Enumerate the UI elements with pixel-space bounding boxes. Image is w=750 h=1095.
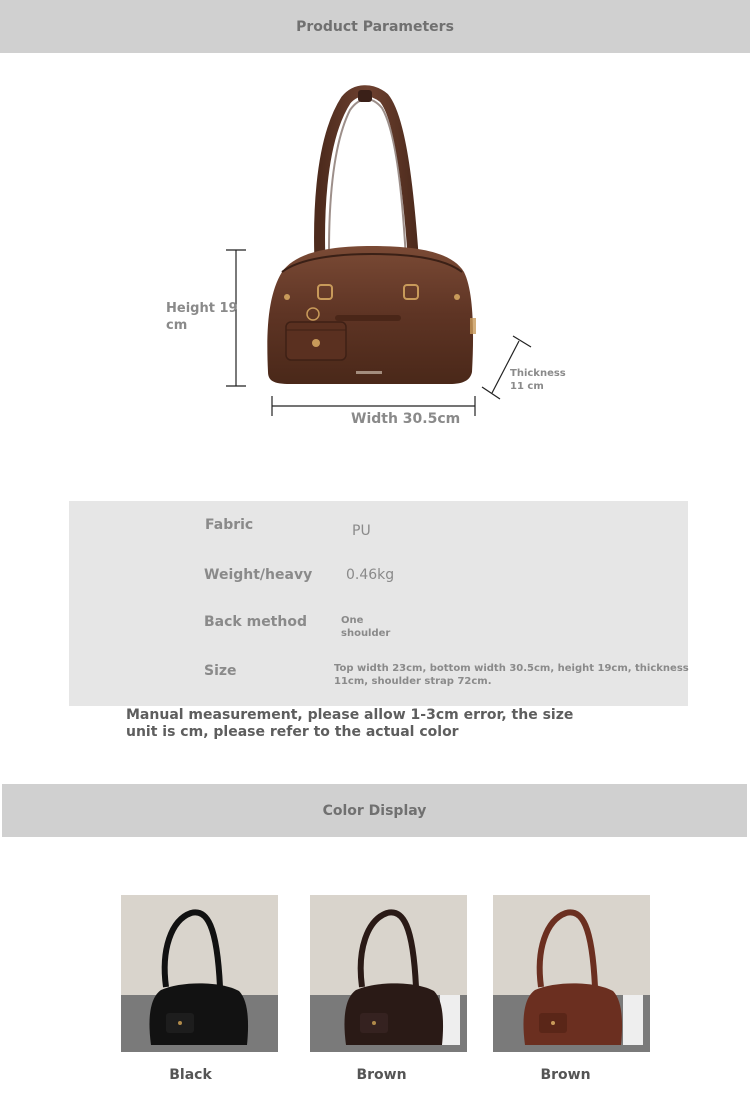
color-label-black: Black xyxy=(169,1067,212,1083)
product-parameters-title: Product Parameters xyxy=(296,18,454,35)
fabric-label: Fabric xyxy=(205,517,254,533)
product-parameters-table xyxy=(69,501,688,706)
weight-label: Weight/heavy xyxy=(204,567,313,583)
color-display-title: Color Display xyxy=(322,802,427,819)
measurement-note: Manual measurement, please allow 1-3cm error, the size unit is cm, please refer to the actual color xyxy=(126,707,574,740)
color-display-header xyxy=(2,784,747,837)
color-label-brown-1: Brown xyxy=(356,1067,407,1083)
color-label-brown-2: Brown xyxy=(540,1067,591,1083)
color-swatch-dark-brown[interactable] xyxy=(310,895,467,1052)
color-swatch-black[interactable] xyxy=(121,895,278,1052)
width-label: Width 30.5cm xyxy=(351,411,461,427)
height-label: Height 19 cm xyxy=(166,301,238,333)
back-method-label: Back method xyxy=(204,614,307,630)
color-swatch-brown[interactable] xyxy=(493,895,650,1052)
weight-value: 0.46kg xyxy=(346,567,395,583)
back-method-value: One shoulder xyxy=(341,615,391,639)
size-label: Size xyxy=(204,663,237,679)
thickness-label: Thickness 11 cm xyxy=(510,368,566,392)
size-value: Top width 23cm, bottom width 30.5cm, height 19cm, thickness 11cm, shoulder strap 72cm. xyxy=(334,663,689,687)
fabric-value: PU xyxy=(352,523,371,539)
product-parameters-header xyxy=(0,0,750,53)
